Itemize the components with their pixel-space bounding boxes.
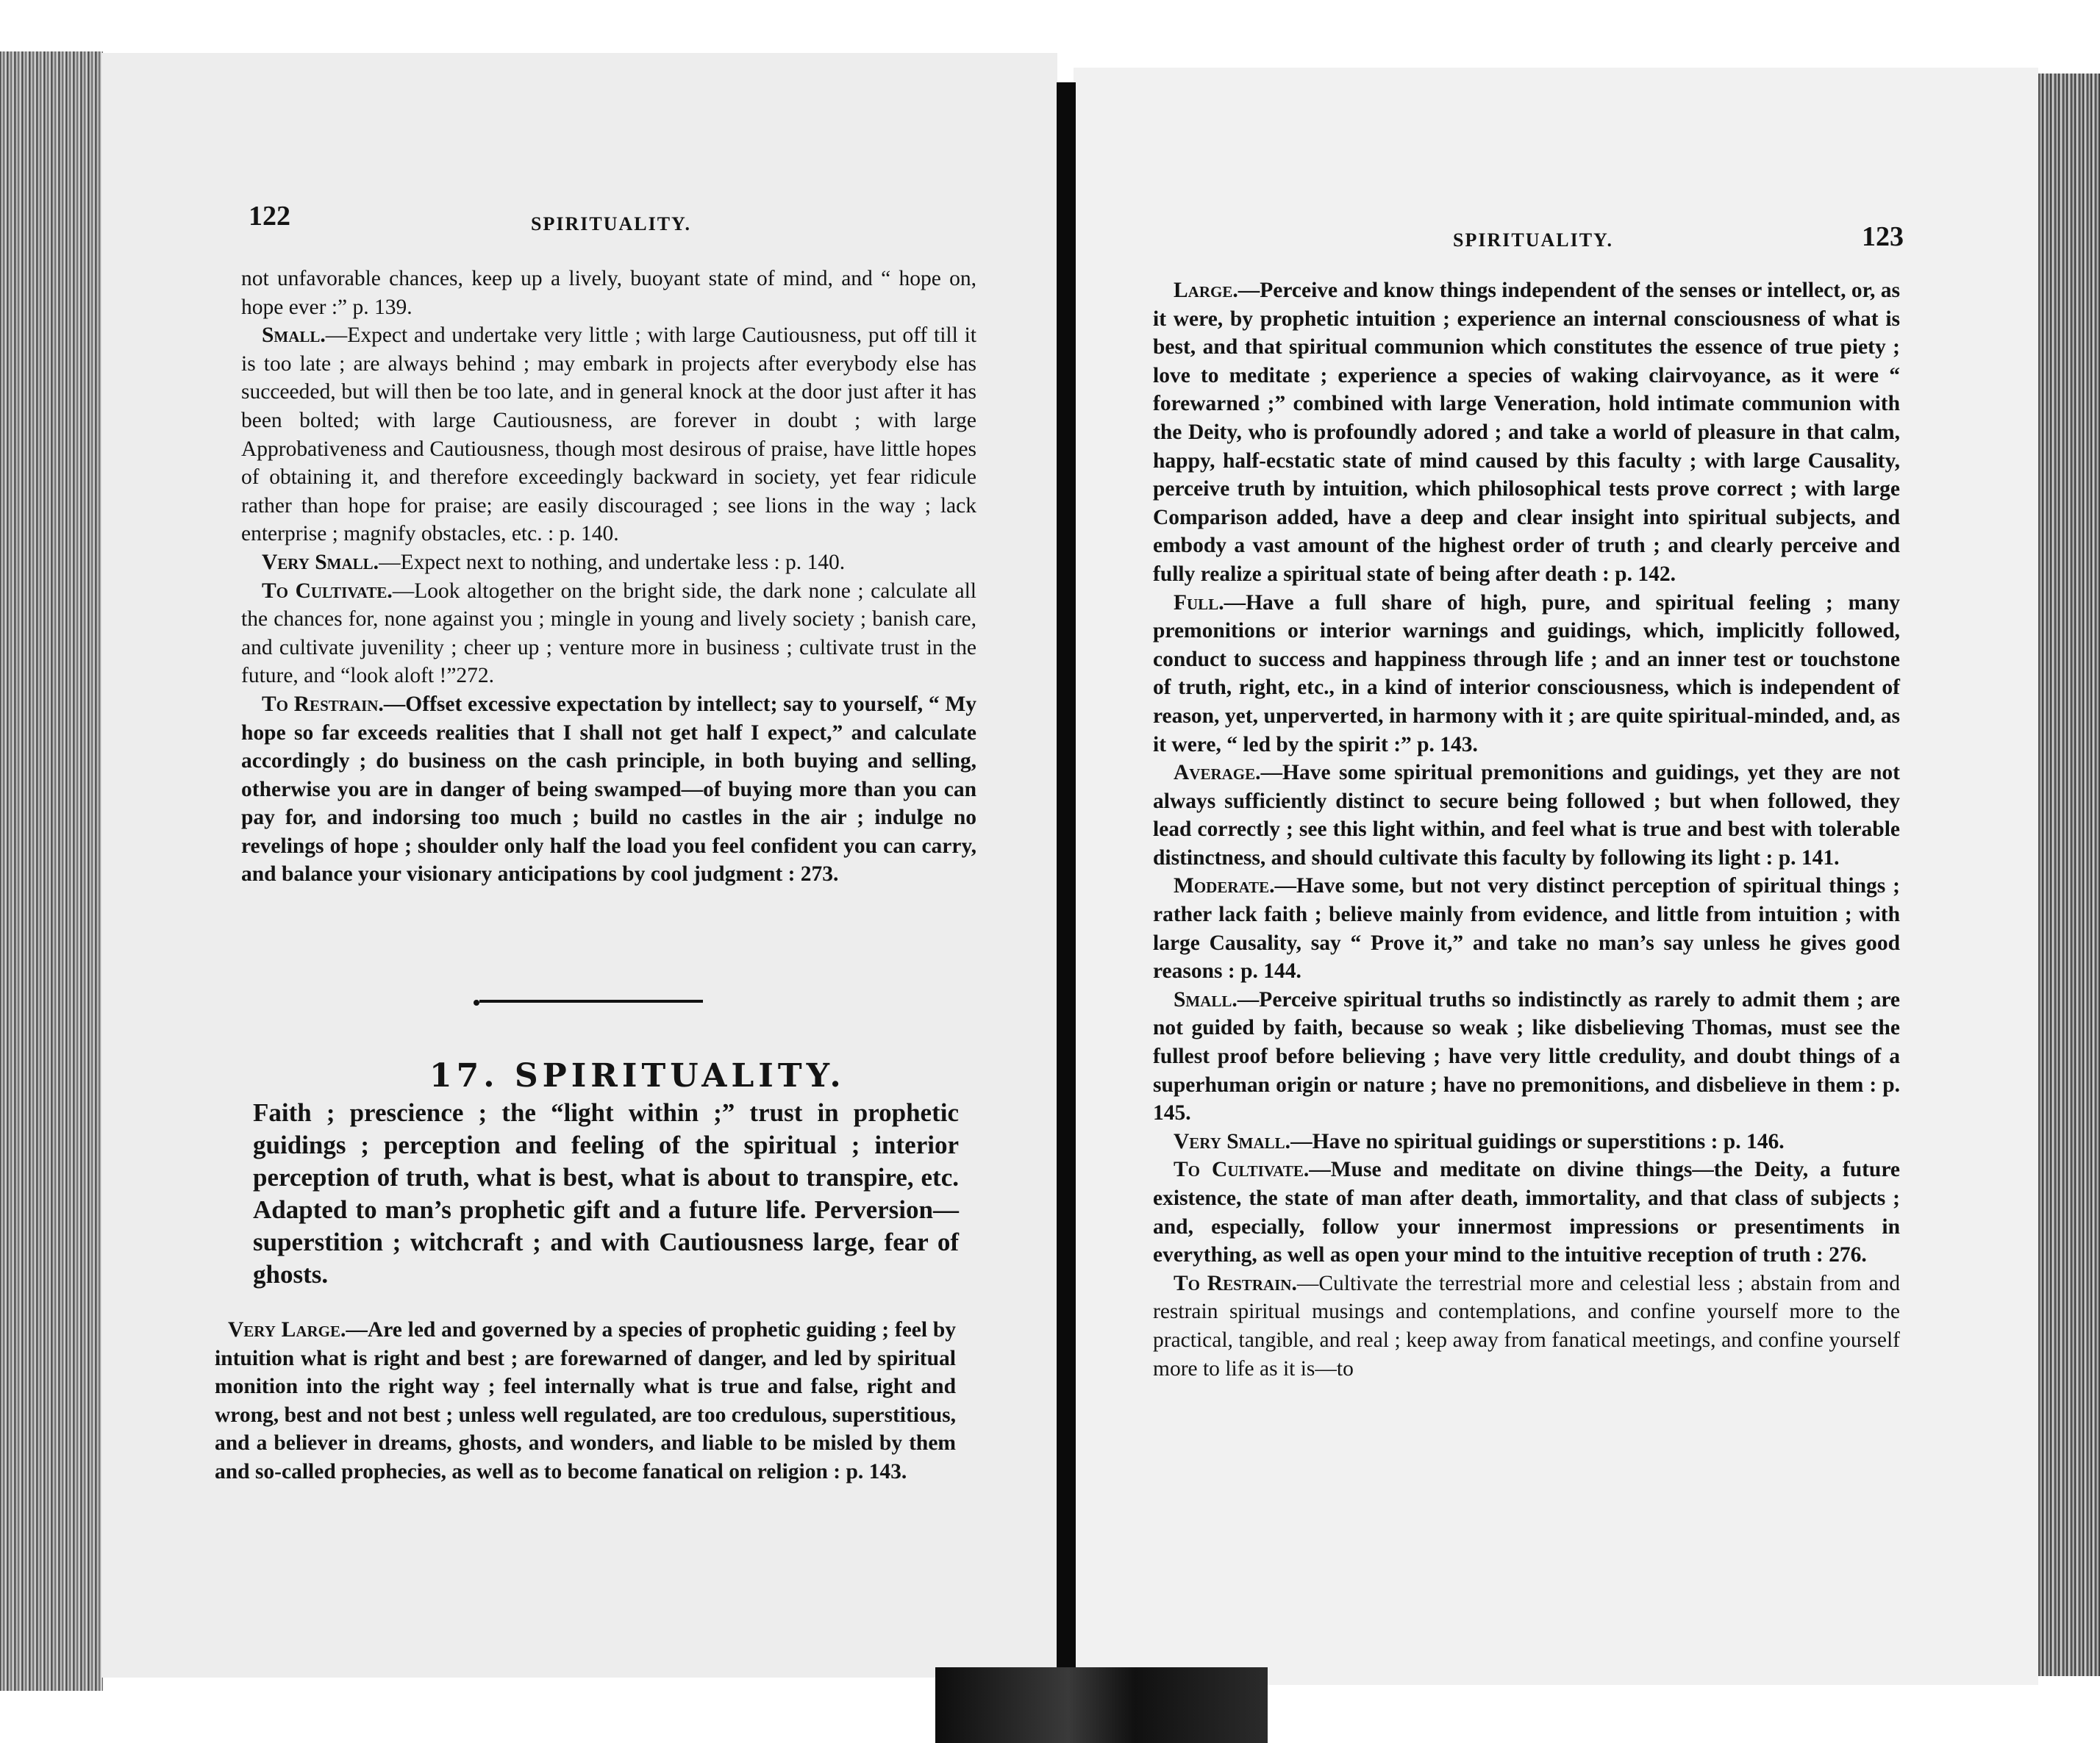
very-small-paragraph: Very Small.—Expect next to nothing, and undertake less : p. 140. [262,550,846,574]
section-definition [253,1097,959,1291]
section-title: 17. SPIRITUALITY. [429,1057,846,1095]
very-large-paragraph: Very Large.—Are led and governed by a species of prophetic guiding ; feel by intuition what is right and best ; are forewarned of danger, and led by spiritual monition into the right way ; feel internally what is true and false, right and wrong, best and not best ; unless well regulated, are too credulous, superstitious, and a believer in dreams, ghosts, and wonders, and liable to be misled by them and so-called prophecies, as well as to become fanatical on religion : p. 143. [215,1318,956,1483]
small-text: Expect and undertake very little ; with large Cautiousness, put off till it is too late ; are always behind ; may embark in projects after everybody else has succeeded, but will then be too late, and in general knock at the door just after it has been bolted; with large Cautiousness, are forever in doubt ; with large Approbativeness and Cautiousness, though most desirous of praise, have little hopes of obtaining it, and therefore exceedingly backward in society, yet fear ridicule rather than hope for praise; are easily discouraged ; see lions in the way ; lack enterprise ; magnify obstacles, etc. : p. 140. [241,323,976,546]
binding-tab [935,1667,1268,1743]
ornament-dot [474,1000,479,1006]
right-page-body [1153,276,1900,1383]
left-page-number: 122 [249,201,290,232]
to-restrain-label: To Restrain. [262,692,384,716]
very-large-label: Very Large. [228,1318,346,1342]
moderate-label: Moderate. [1174,874,1275,898]
average-text: Have some spiritual premonitions and guidings, yet they are not always sufficiently distinct to secure being followed ; but when followed, they lead correctly ; see this light within, and feel what is true and best with tolerable distinctness, and should cultivate this faculty by following its light : p. 141. [1153,761,1900,870]
continued-paragraph: not unfavorable chances, keep up a lively, buoyant state of mind, and “ hope on, hope ever :” p. 139. [241,267,976,319]
very-large-text: Are led and governed by a species of prophetic guiding ; feel by intuition what is right and best ; are forewarned of danger, and led by spiritual monition into the right way ; feel internally what is true and false, right and wrong, best and not best ; unless well regulated, are too credulous, superstitious, and a believer in dreams, ghosts, and wonders, and liable to be misled by them and so-called prophecies, as well as to become fanatical on religion : p. 143. [215,1318,956,1483]
full-label: Full. [1174,590,1224,615]
definition-text: Faith ; prescience ; the “light within ;” trust in prophetic guidings ; perception and feeling of the spiritual ; interior perception of truth, what is best, what is about to transpire, etc. Adapted to man’s prophetic gift and a future life. Perversion—superstition ; witchcraft ; and with Cautiousness large, fear of ghosts. [253,1098,959,1289]
average-label: Average. [1174,761,1261,785]
large-paragraph: Large.—Perceive and know things independent of the senses or intellect, or, as it were, by prophetic intuition ; experience an internal consciousness of what is best, and that spiritual communion which constitutes the essence of true piety ; love to meditate ; experience a species of waking clairvoyance, as it were “ forewarned ;” combined with large Veneration, hold intimate communion with the Deity, who is profoundly adored ; and take a world of pleasure in that calm, happy, half-ecstatic state of mind caused by this faculty ; with large Causality, perceive truth by intuition, which philosophical tests prove correct ; with large Comparison added, have a deep and clear insight into spiritual subjects, and embody a vast amount of the highest order of truth ; and clearly perceive and fully realize a spiritual state of being after death : p. 142. [1153,279,1900,586]
moderate-paragraph: Moderate.—Have some, but not very distinct perception of spiritual things ; rather lack faith ; believe mainly from evidence, and little from intuition ; with large Causality, say “ Prove it,” and take no man’s say unless he gives good reasons : p. 144. [1153,874,1900,984]
large-label: Large. [1174,279,1238,302]
to-restrain-right-text: Cultivate the terrestrial more and celestial less ; abstain from and restrain spiritual musings and contemplations, and confine yourself more to the practical, tangible, and real ; keep away from fanatical meetings, and confine yourself more to life as it is—to [1153,1271,1900,1381]
small-right-label: Small. [1174,987,1238,1012]
left-running-head: SPIRITUALITY. [531,213,691,235]
to-cultivate-right-text: Muse and meditate on divine things—the Deity, a future existence, the state of man after death, immortality, and that class of subjects ; and, especially, follow your innermost impressions or presentiments in everything, as well as open your mind to the intuitive reception of truth : 276. [1153,1158,1900,1267]
book-gutter [1057,82,1076,1700]
right-page-edges [2037,74,2100,1676]
average-paragraph: Average.—Have some spiritual premonitions and guidings, yet they are not always sufficiently distinct to secure being followed ; but when followed, they lead correctly ; see this light within, and feel what is true and best with tolerable distinctness, and should cultivate this faculty by following its light : p. 141. [1153,761,1900,870]
section-rule [479,1000,703,1003]
full-paragraph: Full.—Have a full share of high, pure, and spiritual feeling ; many premonitions or interior warnings and guidings, which, implicitly followed, conduct to success and happiness through life ; and an inner test or touchstone of truth, right, etc., in a kind of interior consciousness, which is independent of reason, yet, unperverted, in harmony with it ; are quite spiritual-minded, and, as it were, “ led by the spirit :” p. 143. [1153,590,1900,756]
very-small-right-label: Very Small. [1174,1129,1291,1153]
to-restrain-paragraph: To Restrain.—Offset excessive expectation by intellect; say to yourself, “ My hope so far exceeds realities that I shall not get half I expect,” and calculate accordingly ; do business on the cash principle, in both buying and selling, otherwise you are in danger of being swamped—of buying more than you can pay for, and indorsing too much ; build no castles in the air ; indulge no revelings of hope ; shoulder only half the load you feel confident you can carry, and balance your visionary anticipations by cool judgment : 273. [241,692,976,887]
to-cultivate-label: To Cultivate. [262,579,393,603]
very-large-block [215,1316,956,1486]
very-small-label: Very Small. [262,550,379,574]
left-page-edges [0,51,103,1691]
large-text: Perceive and know things independent of the senses or intellect, or, as it were, by prophetic intuition ; experience an internal consciousness of what is best, and that spiritual communion which constitutes the essence of true piety ; love to meditate ; experience a species of waking clairvoyance, as it were “ forewarned ;” combined with large Veneration, hold intimate communion with the Deity, who is profoundly adored ; and take a world of pleasure in that calm, happy, half-ecstatic state of mind caused by this faculty ; with large Causality, perceive truth by intuition, which philosophical tests prove correct ; with large Comparison added, have a deep and clear insight into spiritual subjects, and embody a vast amount of the highest order of truth ; and clearly perceive and fully realize a spiritual state of being after death : p. 142. [1153,279,1900,586]
to-cultivate-right-paragraph: To Cultivate.—Muse and meditate on divine things—the Deity, a future existence, the state of man after death, immortality, and that class of subjects ; and, especially, follow your innermost impressions or presentiments in everything, as well as open your mind to the intuitive reception of truth : 276. [1153,1158,1900,1267]
small-paragraph: Small.—Expect and undertake very little ; with large Cautiousness, put off till it is too late ; are always behind ; may embark in projects after everybody else has succeeded, but will then be too late, and in general knock at the door just after it has been bolted; with large Cautiousness, are forever in doubt ; with large Approbativeness and Cautiousness, though most desirous of praise, have little hopes of obtaining it, and therefore exceedingly backward in society, yet fear ridicule rather than hope for praise; are easily discouraged ; see lions in the way ; lack enterprise ; magnify obstacles, etc. : p. 140. [241,323,976,546]
small-right-text: Perceive spiritual truths so indistinctly as rarely to admit them ; are not guided by faith, because so weak ; like disbelieving Thomas, must see the fullest proof before believing ; have very little credulity, and doubt things of a superhuman origin or nature ; have no premonitions, and disbelieve in them : p. 145. [1153,987,1900,1125]
to-cultivate-text: Look altogether on the bright side, the dark none ; calculate all the chances for, none against you ; mingle in young and lively society ; banish care, and cultivate juvenility ; cheer up ; venture more in business ; cultivate trust in the future, and “look aloft !”272. [241,579,976,688]
to-cultivate-paragraph: To Cultivate.—Look altogether on the bright side, the dark none ; calculate all the chances for, none against you ; mingle in young and lively society ; banish care, and cultivate juvenility ; cheer up ; venture more in business ; cultivate trust in the future, and “look aloft !”272. [241,579,976,688]
very-small-right-paragraph: Very Small.—Have no spiritual guidings or superstitions : p. 146. [1174,1129,1785,1153]
to-restrain-right-label: To Restrain. [1174,1271,1297,1295]
very-small-right-text: Have no spiritual guidings or superstitions : p. 146. [1312,1129,1785,1153]
small-label: Small. [262,323,326,348]
full-text: Have a full share of high, pure, and spiritual feeling ; many premonitions or interior warnings and guidings, which, implicitly followed, conduct to success and happiness through life ; and an inner test or touchstone of truth, right, etc., in a kind of interior consciousness, which is independent of reason, yet, unperverted, in harmony with it ; are quite spiritual-minded, and, as it were, “ led by the spirit :” p. 143. [1153,590,1900,756]
to-restrain-right-paragraph: To Restrain.—Cultivate the terrestrial more and celestial less ; abstain from and restrain spiritual musings and contemplations, and confine yourself more to the practical, tangible, and real ; keep away from fanatical meetings, and confine yourself more to life as it is—to [1153,1271,1900,1381]
to-cultivate-right-label: To Cultivate. [1174,1158,1310,1182]
small-right-paragraph: Small.—Perceive spiritual truths so indistinctly as rarely to admit them ; are not guided by faith, because so weak ; like disbelieving Thomas, must see the fullest proof before believing ; have very little credulity, and doubt things of a superhuman origin or nature ; have no premonitions, and disbelieve in them : p. 145. [1153,987,1900,1125]
left-page-body [241,265,976,889]
right-running-head: SPIRITUALITY. [1453,229,1613,251]
very-small-text: Expect next to nothing, and undertake less : p. 140. [400,550,846,574]
right-page-number: 123 [1862,221,1904,252]
to-restrain-text: Offset excessive expectation by intellect; say to yourself, “ My hope so far exceeds realities that I shall not get half I expect,” and calculate accordingly ; do business on the cash principle, in both buying and selling, otherwise you are in danger of being swamped—of buying more than you can pay for, and indorsing too much ; build no castles in the air ; indulge no revelings of hope ; shoulder only half the load you feel confident you can carry, and balance your visionary anticipations by cool judgment : 273. [241,692,976,887]
moderate-text: Have some, but not very distinct perception of spiritual things ; rather lack faith ; believe mainly from evidence, and little from intuition ; with large Causality, say “ Prove it,” and take no man’s say unless he gives good reasons : p. 144. [1153,874,1900,984]
